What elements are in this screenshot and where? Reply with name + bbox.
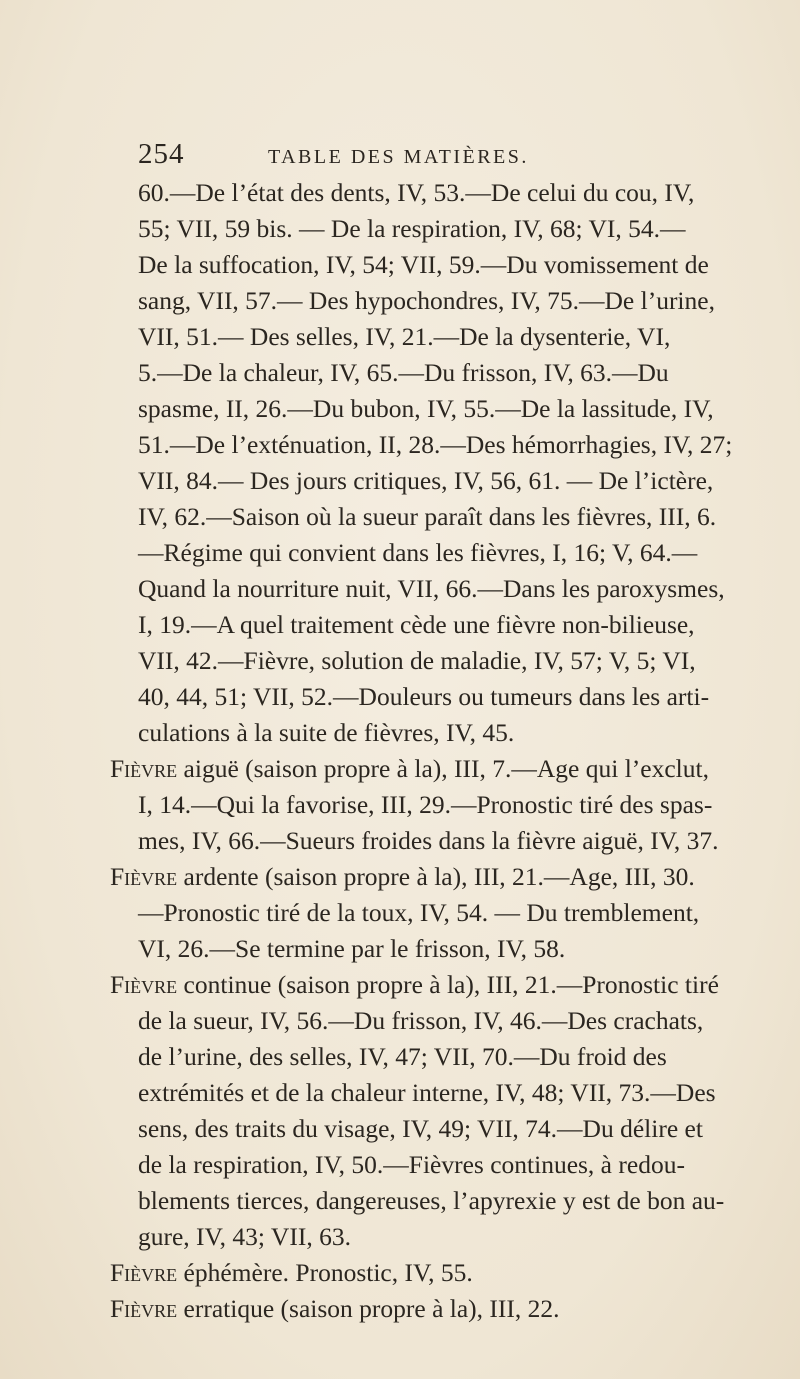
text-line: I, 14.—Qui la favorise, III, 29.—Pronostic tiré des spas- xyxy=(138,790,713,819)
entry-headword: Fièvre xyxy=(110,862,178,891)
entry-headword: Fièvre xyxy=(110,754,178,783)
text-line: 55; VII, 59 bis. — De la respiration, IV, 68; VI, 54.— xyxy=(138,214,686,243)
text-line: culations à la suite de fièvres, IV, 45. xyxy=(138,718,515,747)
index-entry-line xyxy=(110,862,695,892)
entry-text: éphémère. Pronostic, IV, 55. xyxy=(183,1258,473,1287)
text-line: —Régime qui convient dans les fièvres, I, 16; V, 64.— xyxy=(138,538,698,567)
text-line: sens, des traits du visage, IV, 49; VII, 74.—Du délire et xyxy=(138,1114,703,1143)
entry-text: aiguë (saison propre à la), III, 7.—Age qui l’exclut, xyxy=(183,754,709,783)
entry-headword: Fièvre xyxy=(110,1258,178,1287)
entry-text: erratique (saison propre à la), III, 22. xyxy=(183,1294,560,1323)
text-line: blements tierces, dangereuses, l’apyrexie y est de bon au- xyxy=(138,1186,725,1215)
text-line: I, 19.—A quel traitement cède une fièvre non-bilieuse, xyxy=(138,610,695,639)
text-line: 60.—De l’état des dents, IV, 53.—De celui du cou, IV, xyxy=(138,178,695,207)
text-line: De la suffocation, IV, 54; VII, 59.—Du vomissement de xyxy=(138,250,709,279)
text-line: gure, IV, 43; VII, 63. xyxy=(138,1222,351,1251)
text-line: de la sueur, IV, 56.—Du frisson, IV, 46.—Des crachats, xyxy=(138,1006,704,1035)
text-line: de la respiration, IV, 50.—Fièvres continues, à redou- xyxy=(138,1150,685,1179)
text-line: 40, 44, 51; VII, 52.—Douleurs ou tumeurs dans les arti- xyxy=(138,682,710,711)
text-line: 5.—De la chaleur, IV, 65.—Du frisson, IV, 63.—Du xyxy=(138,358,669,387)
text-line: VII, 42.—Fièvre, solution de maladie, IV, 57; V, 5; VI, xyxy=(138,646,696,675)
index-entry-line xyxy=(110,970,719,1000)
entry-text: continue (saison propre à la), III, 21.—Pronostic tiré xyxy=(183,970,719,999)
page-number: 254 xyxy=(138,138,185,170)
text-line: spasme, II, 26.—Du bubon, IV, 55.—De la lassitude, IV, xyxy=(138,394,714,423)
text-line: sang, VII, 57.— Des hypochondres, IV, 75.—De l’urine, xyxy=(138,286,715,315)
text-line: —Pronostic tiré de la toux, IV, 54. — Du tremblement, xyxy=(138,898,700,927)
running-title: TABLE DES MATIÈRES. xyxy=(268,146,529,168)
text-line: mes, IV, 66.—Sueurs froides dans la fièvre aiguë, IV, 37. xyxy=(138,826,719,855)
entry-headword: Fièvre xyxy=(110,1294,178,1323)
page-header xyxy=(0,138,800,178)
text-line: VII, 51.— Des selles, IV, 21.—De la dysenterie, VI, xyxy=(138,322,671,351)
text-line: VII, 84.— Des jours critiques, IV, 56, 61. — De l’ictère, xyxy=(138,466,714,495)
text-line: 51.—De l’exténuation, II, 28.—Des hémorrhagies, IV, 27; xyxy=(138,430,733,459)
entry-text: ardente (saison propre à la), III, 21.—Age, III, 30. xyxy=(183,862,695,891)
index-entry-line xyxy=(110,754,709,784)
text-line: VI, 26.—Se termine par le frisson, IV, 58. xyxy=(138,934,566,963)
text-line: de l’urine, des selles, IV, 47; VII, 70.—Du froid des xyxy=(138,1042,667,1071)
index-entry-line xyxy=(110,1258,473,1288)
entry-headword: Fièvre xyxy=(110,970,178,999)
text-line: IV, 62.—Saison où la sueur paraît dans les fièvres, III, 6. xyxy=(138,502,717,531)
text-line: extrémités et de la chaleur interne, IV, 48; VII, 73.—Des xyxy=(138,1078,716,1107)
index-entry-line xyxy=(110,1294,560,1324)
text-line: Quand la nourriture nuit, VII, 66.—Dans les paroxysmes, xyxy=(138,574,725,603)
